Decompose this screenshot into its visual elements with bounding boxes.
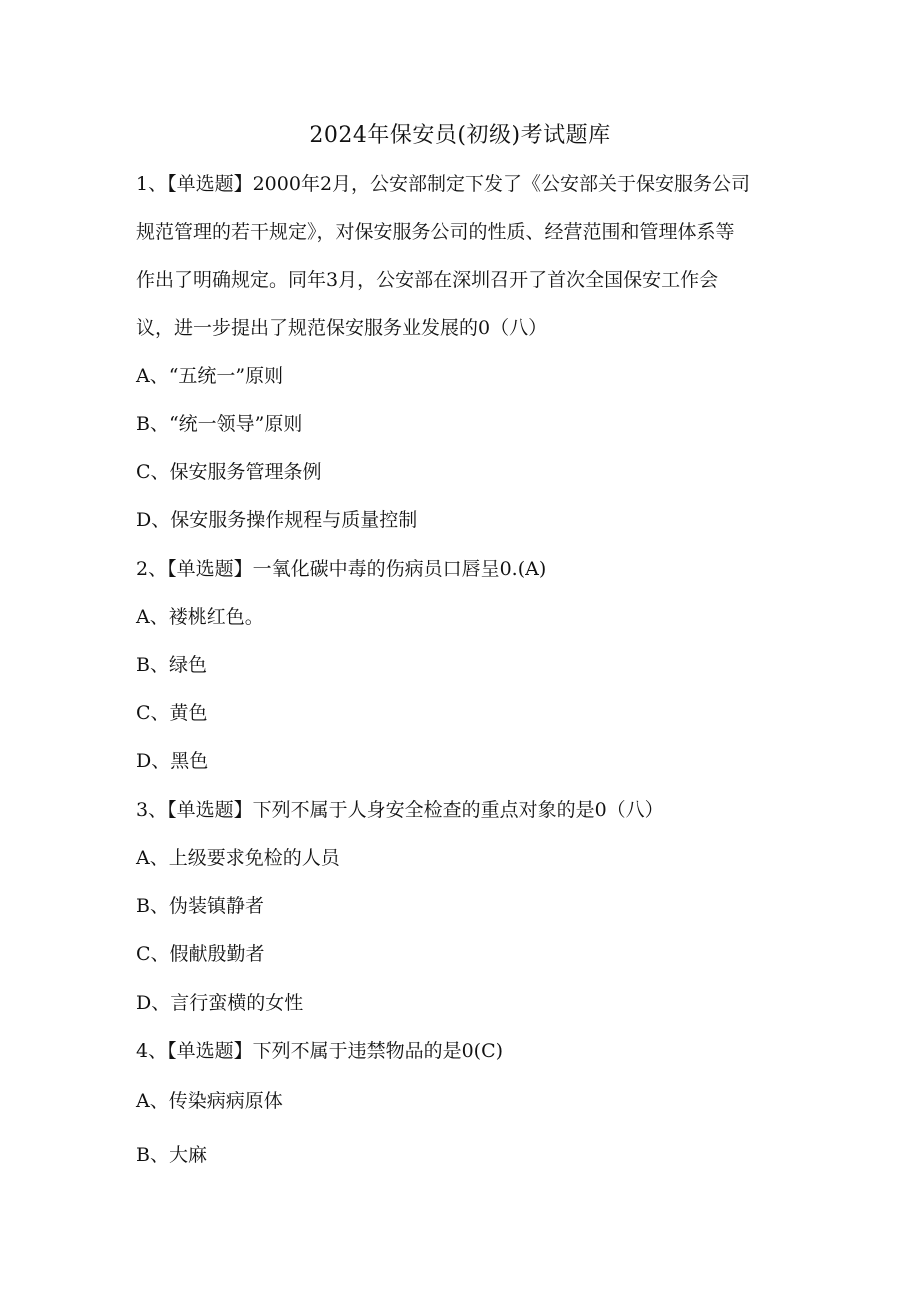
question-4-option-a: A、传染病病原体 [136, 1090, 283, 1112]
question-2-option-b: B、绿色 [136, 654, 207, 676]
question-4-line-1: 4、【单选题】下列不属于违禁物品的是0(C) [136, 1040, 504, 1062]
question-2-option-c: C、黄色 [136, 702, 208, 724]
question-3-option-c: C、假献殷勤者 [136, 943, 265, 965]
question-3-option-b: B、伪装镇静者 [136, 895, 264, 917]
question-4-option-b: B、大麻 [136, 1144, 207, 1166]
question-1-line-1: 1、【单选题】2000年2月，公安部制定下发了《公安部关于保安服务公司 [136, 173, 751, 195]
document-title: 2024年保安员(初级)考试题库 [309, 123, 611, 148]
question-1-option-d: D、保安服务操作规程与质量控制 [136, 509, 418, 531]
question-3-option-d: D、言行蛮横的女性 [136, 992, 304, 1014]
question-1-option-c: C、保安服务管理条例 [136, 461, 322, 483]
question-2-line-1: 2、【单选题】一氧化碳中毒的伤病员口唇呈0.(A) [136, 558, 547, 580]
question-1-line-4: 议，进一步提出了规范保安服务业发展的0（八） [136, 317, 548, 339]
question-1-line-3: 作出了明确规定。同年3月，公安部在深圳召开了首次全国保安工作会 [136, 269, 719, 291]
question-2-option-a: A、褛桃红色。 [136, 606, 264, 628]
question-3-option-a: A、上级要求免检的人员 [136, 847, 340, 869]
question-1-line-2: 规范管理的若干规定》，对保安服务公司的性质、经营范围和管理体系等 [136, 221, 735, 243]
question-3-line-1: 3、【单选题】下列不属于人身安全检查的重点对象的是0（八） [136, 799, 664, 821]
question-2-option-d: D、黑色 [136, 750, 209, 772]
question-1-option-a: A、“五统一”原则 [136, 365, 284, 387]
question-1-option-b: B、“统一领导”原则 [136, 413, 303, 435]
